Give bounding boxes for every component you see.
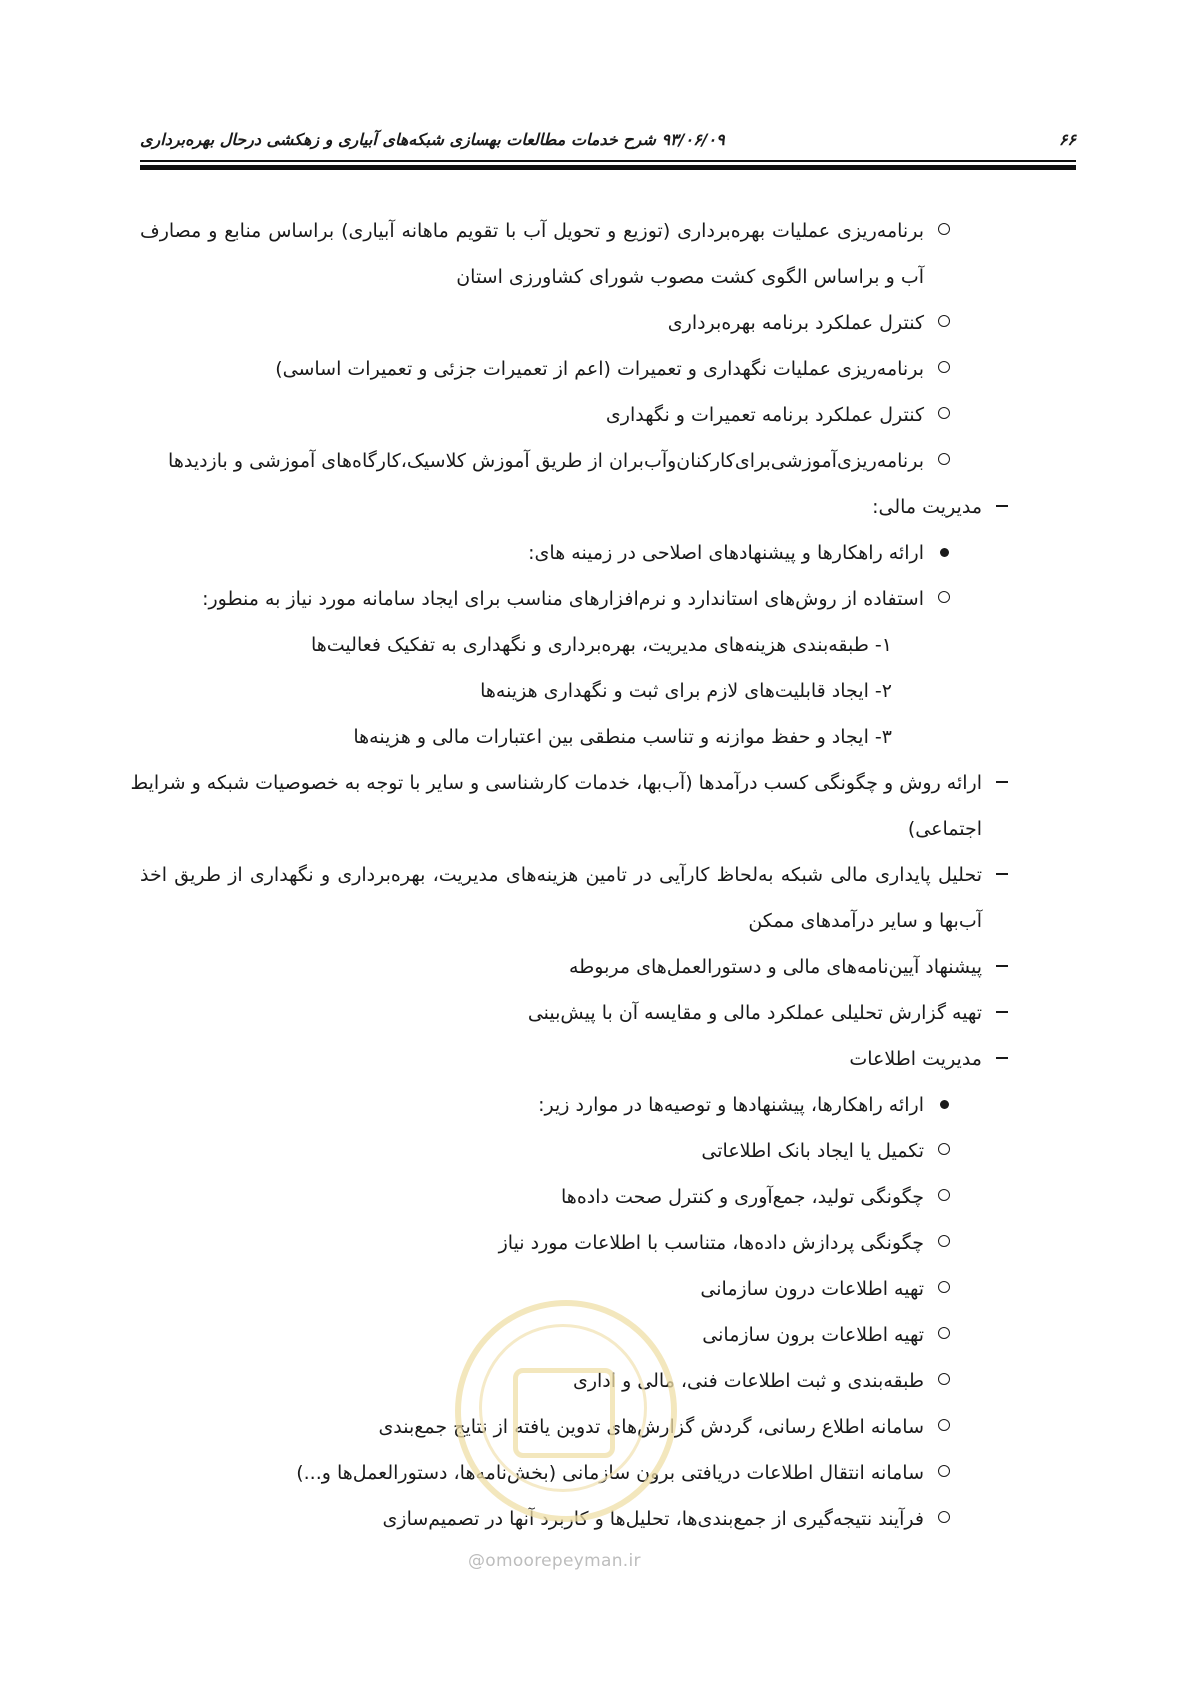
list-item-text: سامانه اطلاع رسانی، گردش گزارش‌های تدوین یافته از نتایج جمع‌بندی (378, 1416, 924, 1438)
filled-dot-bullet-icon (934, 530, 954, 576)
list-item (140, 714, 1012, 760)
page-number: ۶۶ (1058, 130, 1076, 149)
list-item-text: برنامه‌ریزی عملیات بهره‌برداری (توزیع و تحویل آب با تقویم ماهانه آبیاری) براساس منابع و مصارف (140, 220, 924, 242)
list-item-text: چگونگی پردازش داده‌ها، متناسب با اطلاعات مورد نیاز (498, 1232, 924, 1254)
page-header (140, 128, 1076, 154)
list-item-text: اجتماعی) (907, 818, 982, 840)
hollow-circle-bullet-icon (934, 438, 954, 484)
hollow-circle-bullet-icon (934, 1312, 954, 1358)
list-item (140, 346, 1012, 392)
list-item-text: تحلیل پایداری مالی شبکه به‌لحاظ کارآیی در تامین هزینه‌های مدیریت، بهره‌برداری و نگهداری از طریق اخذ (140, 864, 982, 886)
hollow-circle-bullet-icon (934, 1266, 954, 1312)
hollow-circle-bullet-icon (934, 1358, 954, 1404)
dash-bullet-icon (992, 484, 1012, 530)
watermark-url: @omoorepeyman.ir (468, 1551, 641, 1571)
list-item (140, 1036, 1012, 1082)
list-item-continuation (140, 806, 1012, 852)
list-item (140, 1220, 1012, 1266)
numbered-item-text: ۲- ایجاد قابلیت‌های لازم برای ثبت و نگهداری هزینه‌ها (480, 680, 892, 702)
list-item (140, 1174, 1012, 1220)
list-item-text: برنامه‌ریزی عملیات نگهداری و تعمیرات (اعم از تعمیرات جزئی و تعمیرات اساسی) (275, 358, 924, 380)
list-item-continuation (140, 254, 1012, 300)
list-item-text: فرآیند نتیجه‌گیری از جمع‌بندی‌ها، تحلیل‌ها و کاربرد آنها در تصمیم‌سازی (382, 1508, 924, 1530)
header-rule-thick (140, 165, 1076, 170)
hollow-circle-bullet-icon (934, 300, 954, 346)
list-item (140, 944, 1012, 990)
hollow-circle-bullet-icon (934, 1174, 954, 1220)
list-item-text: برنامه‌ریزی‌آموزشی‌برای‌کارکنان‌وآب‌بران از طریق آموزش کلاسیک،کارگاه‌های آموزشی و بازدیدها (168, 450, 924, 472)
list-item (140, 530, 1012, 576)
hollow-circle-bullet-icon (934, 1128, 954, 1174)
list-item (140, 990, 1012, 1036)
dash-bullet-icon (992, 1036, 1012, 1082)
list-item (140, 1082, 1012, 1128)
numbered-item-text: ۱- طبقه‌بندی هزینه‌های مدیریت، بهره‌برداری و نگهداری به تفکیک فعالیت‌ها (310, 634, 892, 656)
list-item-text: استفاده از روش‌های استاندارد و نرم‌افزارهای مناسب برای ایجاد سامانه مورد نیاز به منطور: (202, 588, 924, 610)
hollow-circle-bullet-icon (934, 1496, 954, 1542)
list-item-text: کنترل عملکرد برنامه بهره‌برداری (667, 312, 924, 334)
list-item (140, 852, 1012, 898)
dash-bullet-icon (992, 760, 1012, 806)
list-item-text: تکمیل یا ایجاد بانک اطلاعاتی (701, 1140, 924, 1162)
hollow-circle-bullet-icon (934, 576, 954, 622)
list-item (140, 208, 1012, 254)
list-item-text: کنترل عملکرد برنامه تعمیرات و نگهداری (605, 404, 924, 426)
list-item-text: ارائه روش و چگونگی کسب درآمدها (آب‌بها، خدمات کارشناسی و سایر با توجه به خصوصیات شبکه و شرایط (130, 772, 982, 794)
list-item-text: تهیه اطلاعات درون سازمانی (700, 1278, 924, 1300)
dash-bullet-icon (992, 990, 1012, 1036)
list-item (140, 1128, 1012, 1174)
dash-bullet-icon (992, 852, 1012, 898)
list-item (140, 300, 1012, 346)
list-item (140, 438, 1012, 484)
section-heading: مدیریت اطلاعات (849, 1048, 982, 1070)
header-title: ۹۳/۰۶/۰۹ شرح خدمات مطالعات بهسازی شبکه‌های آبیاری و زهکشی درحال بهره‌برداری (140, 130, 725, 149)
filled-dot-bullet-icon (934, 1082, 954, 1128)
list-item-text: چگونگی تولید، جمع‌آوری و کنترل صحت داده‌ها (561, 1186, 924, 1208)
list-item (130, 760, 1012, 806)
list-item-text: ارائه راهکارها و پیشنهادهای اصلاحی در زمینه های: (528, 542, 924, 564)
dash-bullet-icon (992, 944, 1012, 990)
list-item (140, 392, 1012, 438)
list-item (140, 668, 1012, 714)
hollow-circle-bullet-icon (934, 1450, 954, 1496)
hollow-circle-bullet-icon (934, 208, 954, 254)
hollow-circle-bullet-icon (934, 346, 954, 392)
list-item (140, 576, 1012, 622)
hollow-circle-bullet-icon (934, 1404, 954, 1450)
list-item-continuation (140, 898, 1012, 944)
hollow-circle-bullet-icon (934, 392, 954, 438)
header-rule-thin (140, 160, 1076, 162)
list-item-text: تهیه گزارش تحلیلی عملکرد مالی و مقایسه آن با پیش‌بینی (527, 1002, 982, 1024)
list-item-text: طبقه‌بندی و ثبت اطلاعات فنی، مالی و اداری (572, 1370, 924, 1392)
list-item-text: آب‌بها و سایر درآمدهای ممکن (748, 910, 982, 932)
list-item (140, 484, 1012, 530)
list-item-text: تهیه اطلاعات برون سازمانی (702, 1324, 924, 1346)
section-heading: مدیریت مالی: (872, 496, 982, 518)
list-item (140, 622, 1012, 668)
list-item-text: ارائه راهکارها، پیشنهادها و توصیه‌ها در موارد زیر: (538, 1094, 924, 1116)
watermark-seal-icon (455, 1300, 677, 1522)
hollow-circle-bullet-icon (934, 1220, 954, 1266)
list-item-text: سامانه انتقال اطلاعات دریافتی برون سازمانی (بخش‌نامه‌ها، دستورالعمل‌ها و...) (296, 1462, 924, 1484)
numbered-item-text: ۳- ایجاد و حفظ موازنه و تناسب منطقی بین اعتبارات مالی و هزینه‌ها (353, 726, 892, 748)
list-item-text: پیشنهاد آیین‌نامه‌های مالی و دستورالعمل‌های مربوطه (568, 956, 982, 978)
list-item-text: آب و براساس الگوی کشت مصوب شورای کشاورزی استان (456, 266, 924, 288)
